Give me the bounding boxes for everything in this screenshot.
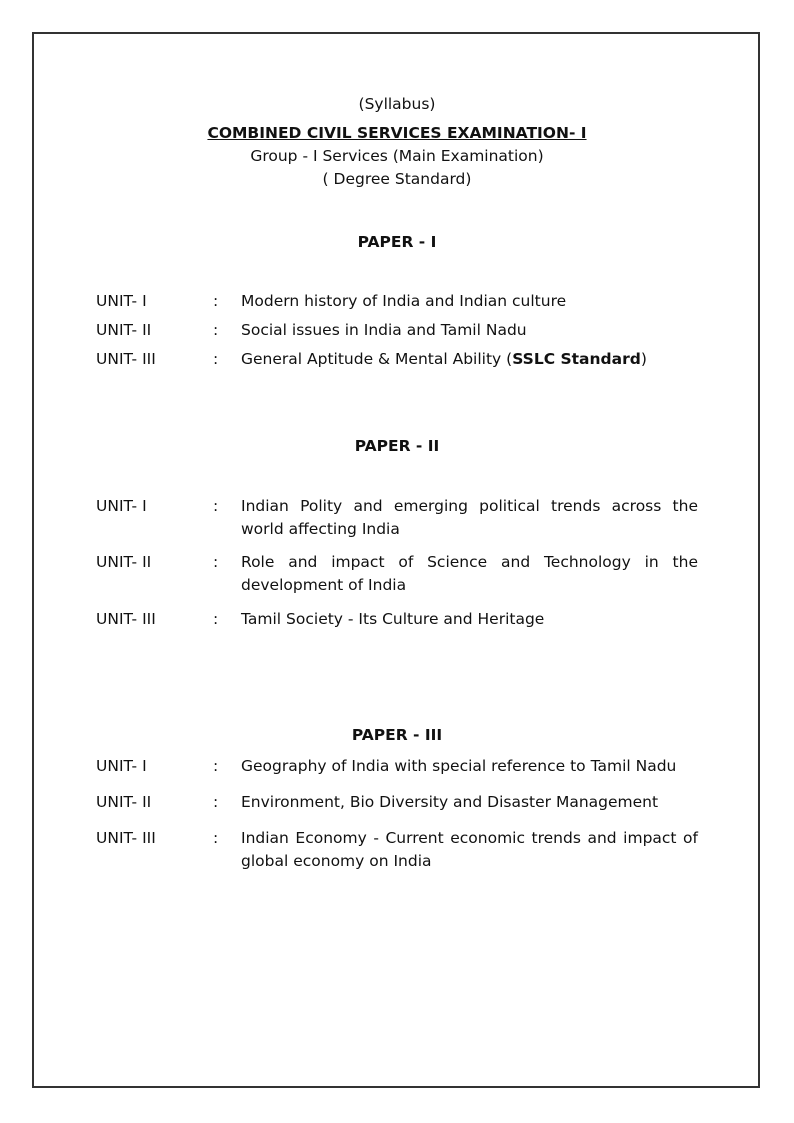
paper-3-unit-1 — [96, 755, 698, 778]
group-services: Group - I Services (Main Examination) — [250, 147, 544, 165]
paper-1-unit-1 — [96, 290, 698, 313]
unit-label: UNIT- III — [96, 829, 156, 847]
unit-description: Indian Economy - Current economic trends and impact of global economy on India — [241, 829, 698, 870]
unit-description: Environment, Bio Diversity and Disaster Management — [241, 793, 659, 811]
exam-title: COMBINED CIVIL SERVICES EXAMINATION- I — [207, 124, 587, 142]
unit-label: UNIT- I — [96, 757, 147, 775]
unit-label: UNIT- II — [96, 321, 152, 339]
degree-standard: ( Degree Standard) — [322, 170, 472, 188]
unit-label: UNIT- III — [96, 610, 156, 628]
unit-colon: : — [213, 350, 219, 368]
unit-description-start: General Aptitude & Mental Ability ( — [241, 350, 513, 368]
paper-1-unit-3 — [96, 348, 698, 371]
unit-label: UNIT- II — [96, 793, 152, 811]
unit-description: Tamil Society - Its Culture and Heritage — [241, 610, 545, 628]
paper-3-heading: PAPER - III — [351, 726, 443, 744]
unit-colon: : — [213, 553, 219, 571]
unit-description: Modern history of India and Indian culture — [241, 292, 567, 310]
paper-1-heading: PAPER - I — [357, 233, 437, 251]
paper-2-unit-2 — [96, 551, 698, 596]
unit-colon: : — [213, 829, 219, 847]
sslc-standard-emphasis: SSLC Standard — [512, 350, 641, 368]
paper-2-unit-1 — [96, 495, 698, 540]
unit-colon: : — [213, 497, 219, 515]
unit-colon: : — [213, 321, 219, 339]
unit-label: UNIT- I — [96, 497, 147, 515]
unit-description: Geography of India with special reference to Tamil Nadu — [241, 757, 677, 775]
unit-colon: : — [213, 793, 219, 811]
unit-description-end: ) — [640, 350, 647, 368]
unit-description: Indian Polity and emerging political trends across the world affecting India — [241, 497, 698, 538]
paper-3-unit-2 — [96, 791, 698, 814]
paper-3-unit-3 — [96, 827, 698, 872]
unit-label: UNIT- II — [96, 553, 152, 571]
unit-colon: : — [213, 292, 219, 310]
unit-label: UNIT- III — [96, 350, 156, 368]
paper-1-unit-2 — [96, 319, 698, 342]
unit-colon: : — [213, 757, 219, 775]
unit-description: Role and impact of Science and Technology in the development of India — [241, 553, 698, 594]
unit-label: UNIT- I — [96, 292, 147, 310]
paper-2-unit-3 — [96, 608, 698, 631]
syllabus-label: (Syllabus) — [358, 95, 436, 113]
unit-colon: : — [213, 610, 219, 628]
unit-description — [241, 348, 698, 371]
paper-2-heading: PAPER - II — [354, 437, 440, 455]
unit-description: Social issues in India and Tamil Nadu — [241, 321, 527, 339]
